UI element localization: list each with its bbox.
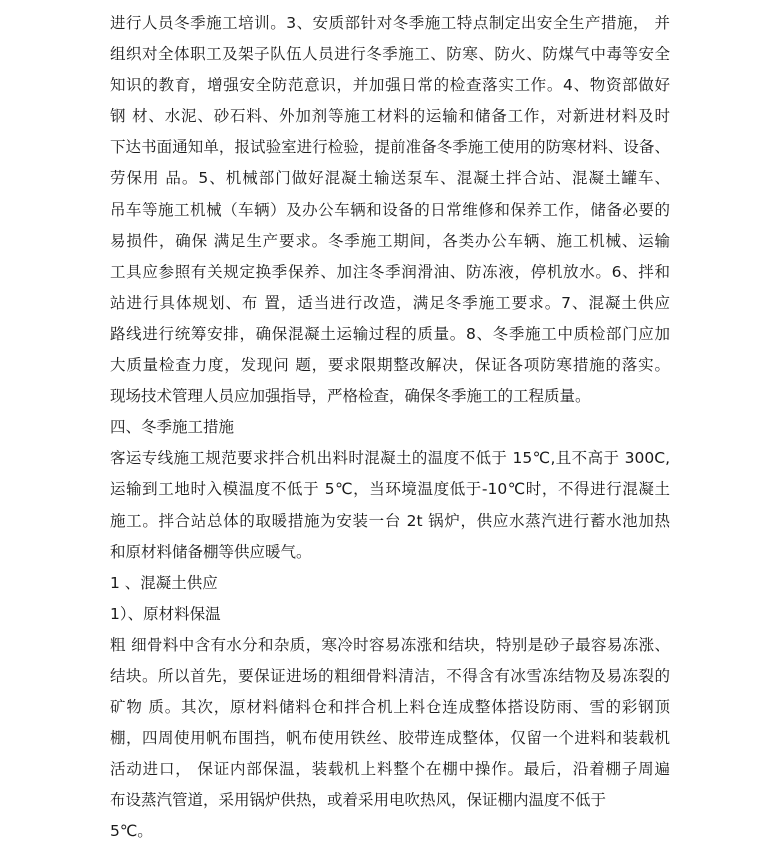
text-line: 工具应参照有关规定换季保养、加注冬季润滑油、防冻液，停机放水。6、拌和 [110, 262, 670, 281]
text-line: 矿物 质。其次，原材料储料仓和拌合机上料仓连成整体搭设防雨、雪的彩钢顶 [110, 698, 670, 717]
text-line: 5℃。 [110, 822, 153, 841]
text-line: 吊车等施工机械（车辆）及办公车辆和设备的日常维修和保养工作，储备必要的 [110, 200, 670, 219]
text-line: 现场技术管理人员应加强指导，严格检查，确保冬季施工的工程质量。 [110, 387, 591, 406]
text-line: 下达书面通知单，报试验室进行检验，提前准备冬季施工使用的防寒材料、设备、 [110, 138, 670, 157]
text-line: 结块。所以首先，要保证进场的粗细骨料清洁，不得含有冰雪冻结物及易冻裂的 [110, 666, 670, 685]
text-line: 粗 细骨料中含有水分和杂质，寒冷时容易冻涨和结块，特别是砂子最容易冻涨、 [110, 635, 670, 654]
subsection-heading: 1 、混凝土供应 [110, 573, 218, 592]
text-line: 组织对全体职工及架子队伍人员进行冬季施工、防寒、防火、防煤气中毒等安全 [110, 45, 670, 64]
text-line: 进行人员冬季施工培训。3、安质部针对冬季施工特点制定出安全生产措施， 并 [110, 14, 670, 32]
text-line: 施工。拌合站总体的取暖措施为安装一台 2t 锅炉，供应水蒸汽进行蓄水池加热 [110, 511, 670, 530]
text-line: 站进行具体规划、布 置，适当进行改造，满足冬季施工要求。7、混凝土供应 [110, 293, 670, 312]
text-line: 棚，四周使用帆布围挡，帆布使用铁丝、胶带连成整体，仅留一个进料和装载机 [110, 729, 670, 748]
text-line: 知识的教育，增强安全防范意识，并加强日常的检查落实工作。4、物资部做好 [110, 76, 670, 95]
section-heading: 四、冬季施工措施 [110, 418, 235, 437]
text-line: 路线进行统筹安排，确保混凝土运输过程的质量。8、冬季施工中质检部门应加 [110, 324, 670, 343]
text-line: 劳保用 品。5、机械部门做好混凝土输送泵车、混凝土拌合站、混凝土罐车、 [110, 169, 670, 188]
text-line: 客运专线施工规范要求拌合机出料时混凝土的温度不低于 15℃,且不高于 300C, [110, 449, 670, 468]
document-body [110, 8, 670, 848]
text-line: 活动进口， 保证内部保温，装载机上料整个在棚中操作。最后，沿着棚子周遍 [110, 760, 670, 779]
text-line: 运输到工地时入模温度不低于 5℃，当环境温度低于-10℃时，不得进行混凝土 [110, 480, 670, 499]
text-line: 和原材料储备棚等供应暖气。 [110, 542, 312, 561]
subsection-heading: 1）、原材料保温 [110, 604, 221, 623]
text-line: 布设蒸汽管道，采用锅炉供热，或着采用电吹热风，保证棚内温度不低于 [110, 791, 607, 810]
text-line: 易损件，确保 满足生产要求。冬季施工期间，各类办公车辆、施工机械、运输 [110, 231, 670, 250]
text-line: 大质量检查力度，发现问 题，要求限期整改解决，保证各项防寒措施的落实。 [110, 356, 670, 375]
text-line: 钢 材、水泥、砂石料、外加剂等施工材料的运输和储备工作，对新进材料及时 [110, 107, 670, 126]
